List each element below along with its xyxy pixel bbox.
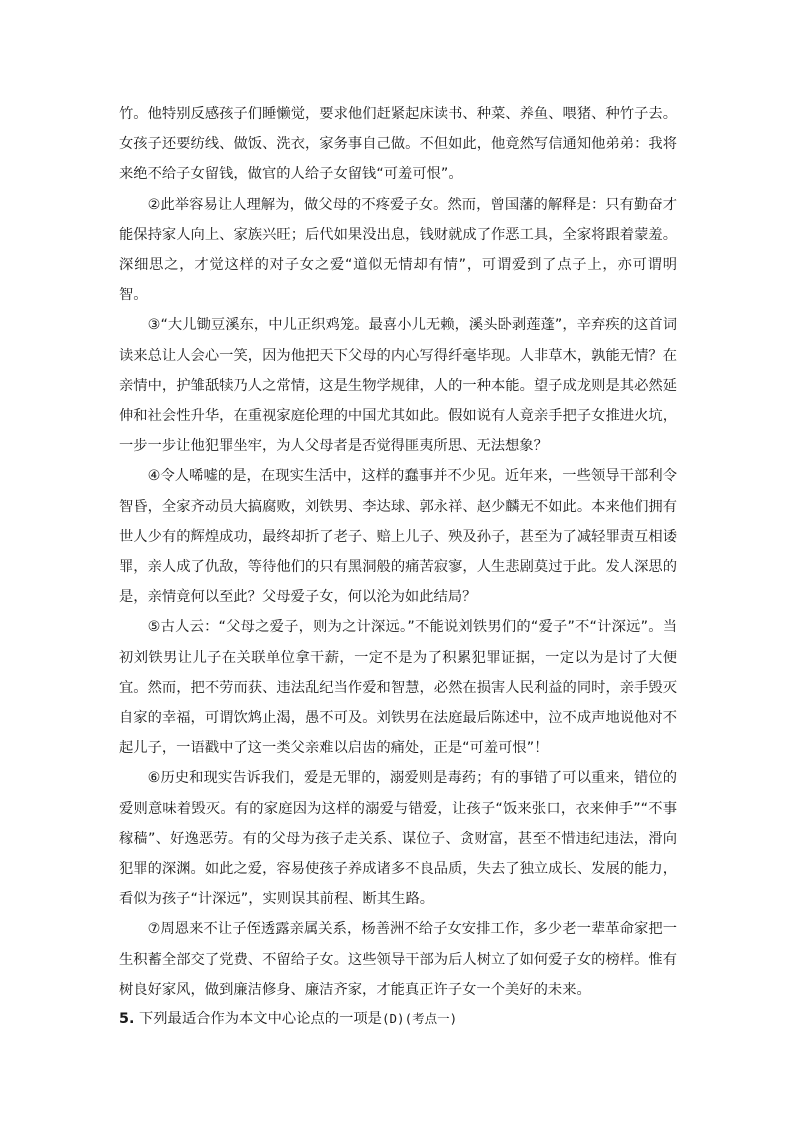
article-body: [119, 99, 677, 1005]
paragraph-continued: 竹。他特别反感孩子们睡懒觉，要求他们赶紧起床读书、种菜、养鱼、喂猪、种竹子去。女孩子还要纺线、做饭、洗衣，家务事自己做。不但如此，他竟然写信通知他弟弟：我将来绝不给子女留钱，做官的人给子女留钱“可羞可恨”。: [119, 106, 677, 183]
paragraph-7: ⑦周恩来不让子侄透露亲属关系，杨善洲不给子女安排工作，多少老一辈革命家把一生积蓄全部交了党费、不留给子女。这些领导干部为后人树立了如何爱子女的榜样。惟有树良好家风，做到廉洁修身、廉洁齐家，才能真正许子女一个美好的未来。: [119, 921, 677, 998]
paragraph-5: ⑤古人云：“父母之爱子，则为之计深远。”不能说刘铁男们的“爱子”不“计深远”。当初刘铁男让儿子在关联单位拿干薪，一定不是为了积累犯罪证据，一定以为是讨了大便宜。然而，把不劳而获、违法乱纪当作爱和智慧，必然在损害人民利益的同时，亲手毁灭自家的幸福，可谓饮鸩止渴，愚不可及。刘铁男在法庭最后陈述中，泣不成声地说他对不起儿子，一语戳中了这一类父亲难以启齿的痛处，正是“可羞可恨”！: [119, 619, 677, 757]
question-number: 5.: [119, 1011, 135, 1027]
question-text: 下列最适合作为本文中心论点的一项是: [138, 1011, 382, 1027]
question-answer: (D): [381, 1011, 405, 1026]
question-5: [119, 1004, 679, 1034]
paragraph-2: ②此举容易让人理解为，做父母的不疼爱子女。然而，曾国藩的解释是：只有勤奋才能保持家人向上、家族兴旺；后代如果没出息，钱财就成了作恶工具，全家将跟着蒙羞。深细思之，才觉这样的对子女之爱“道似无情却有情”，可谓爱到了点子上，亦可谓明智。: [119, 196, 677, 304]
question-tag: (考点一): [404, 1011, 458, 1026]
paragraph-3: ③“大儿锄豆溪东，中儿正织鸡笼。最喜小儿无赖，溪头卧剥莲蓬”，辛弃疾的这首词读来总让人会心一笑，因为他把天下父母的内心写得纤毫毕现。人非草木，孰能无情？在亲情中，护雏舐犊乃人之常情，这是生物学规律，人的一种本能。望子成龙则是其必然延伸和社会性升华，在重视家庭伦理的中国尤其如此。假如说有人竟亲手把子女推进火坑，一步一步让他犯罪坐牢，为人父母者是否觉得匪夷所思、无法想象？: [119, 317, 677, 455]
paragraph-6: ⑥历史和现实告诉我们，爱是无罪的，溺爱则是毒药；有的事错了可以重来，错位的爱则意味着毁灭。有的家庭因为这样的溺爱与错爱，让孩子“饭来张口，衣来伸手”“不事稼穑”、好逸恶劳。有的父母为孩子走关系、谋位子、贪财富，甚至不惜违纪违法，滑向犯罪的深渊。如此之爱，容易使孩子养成诸多不良品质，失去了独立成长、发展的能力，看似为孩子“计深远”，实则误其前程、断其生路。: [119, 770, 677, 908]
paragraph-4: ④令人唏嘘的是，在现实生活中，这样的蠢事并不少见。近年来，一些领导干部利令智昏，全家齐动员大搞腐败，刘铁男、李达球、郭永祥、赵少麟无不如此。本来他们拥有世人少有的辉煌成功，最终却折了老子、赔上儿子、殃及孙子，甚至为了减轻罪责互相诿罪，亲人成了仇敌，等待他们的只有黑洞般的痛苦寂寥，人生悲剧莫过于此。发人深思的是，亲情竟何以至此？父母爱子女，何以沦为如此结局？: [119, 468, 677, 606]
